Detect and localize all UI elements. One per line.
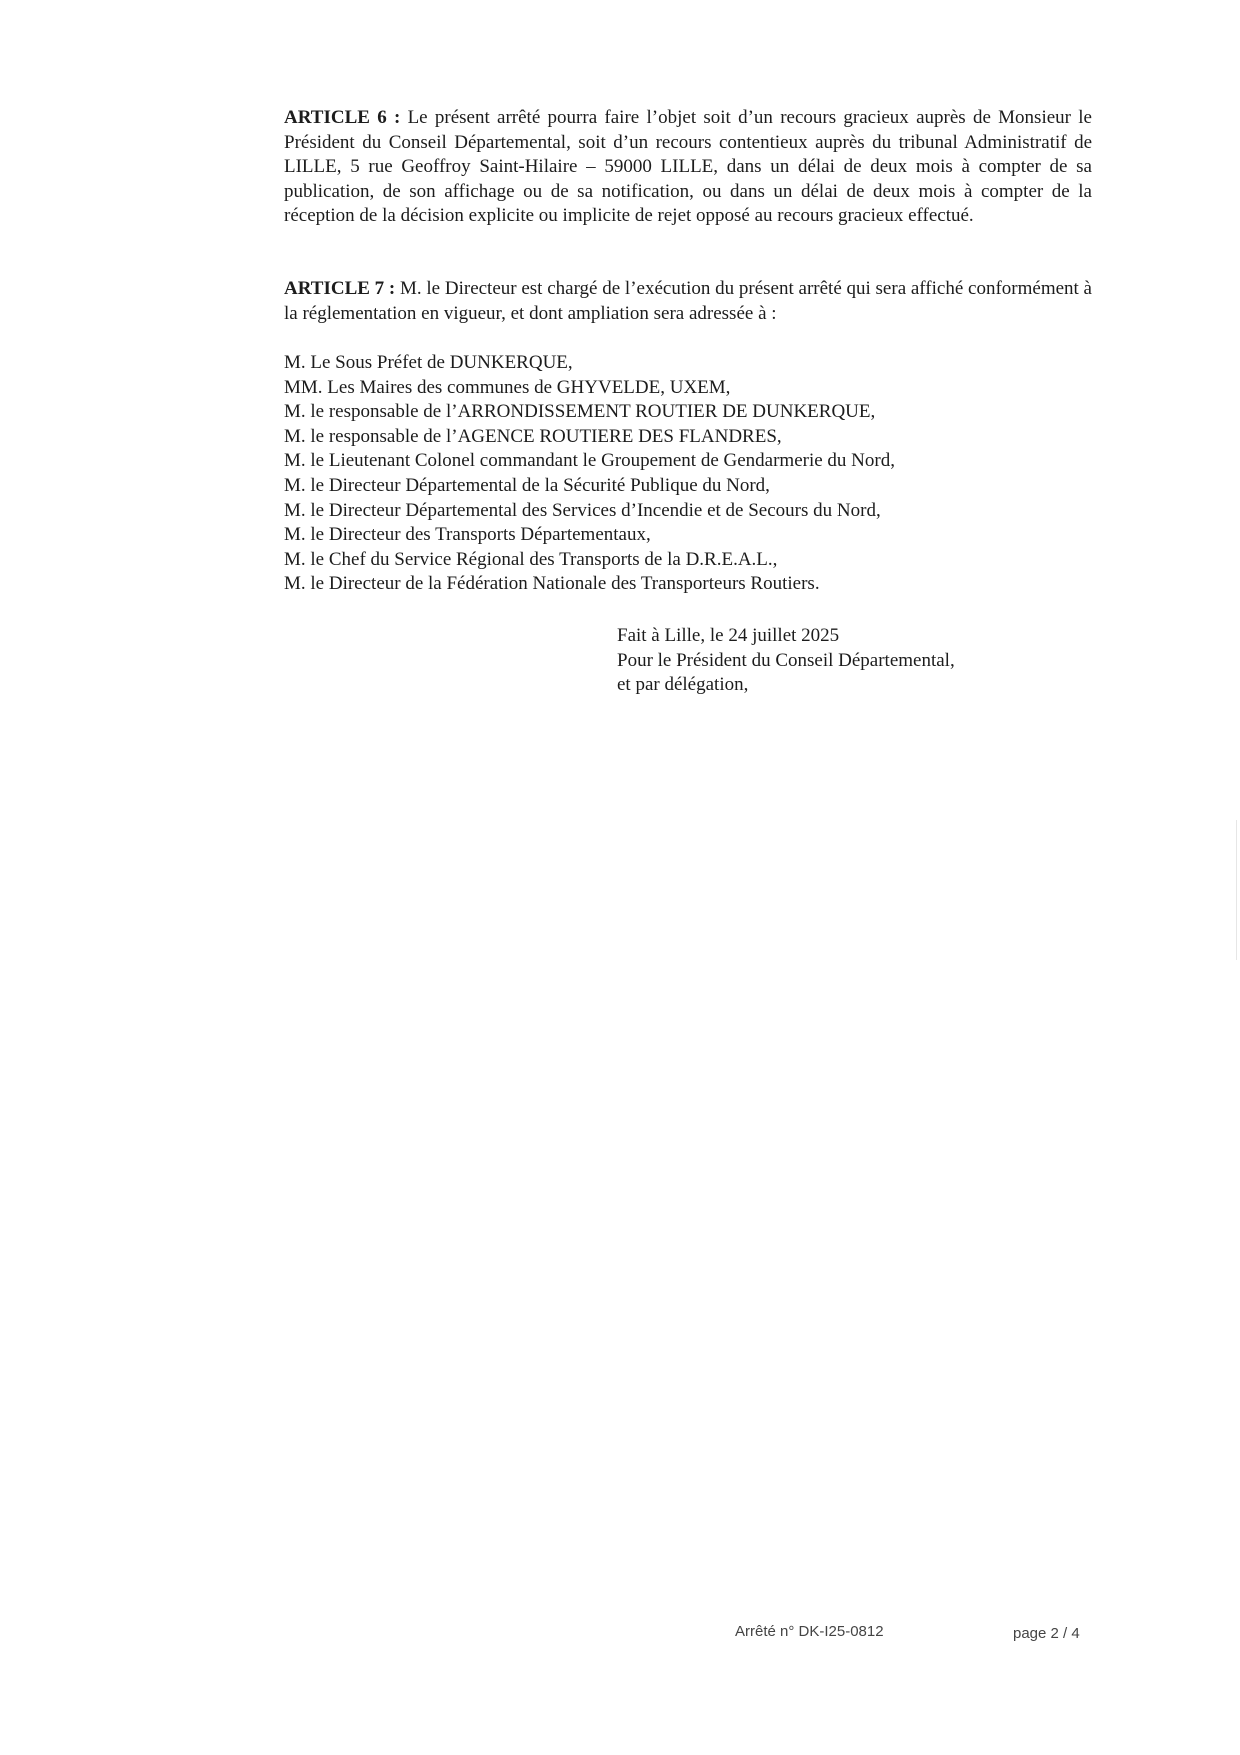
recipient-item: MM. Les Maires des communes de GHYVELDE, UXEM,	[284, 376, 731, 398]
article-6-text: Le présent arrêté pourra faire l’objet soit d’un recours gracieux auprès de Monsieur le Président du Conseil Départemental, soit d’un recours contentieux auprès du tribunal Administratif de LILLE, 5 rue Geoffroy Saint-Hilaire – 59000 LILLE, dans un délai de deux mois à compter de sa publication, de son affichage ou de sa notification, ou dans un délai de deux mois à compter de la réception de la décision explicite ou implicite de rejet opposé au recours gracieux effectué.	[284, 107, 1092, 226]
article-7-label: ARTICLE 7 :	[284, 278, 396, 299]
footer-page-number: page 2 / 4	[1013, 1625, 1080, 1642]
scan-edge-mark	[1236, 820, 1237, 960]
article-7	[284, 277, 1092, 326]
recipient-item: M. le Directeur Départemental des Services d’Incendie et de Secours du Nord,	[284, 499, 881, 521]
recipient-item: M. le Chef du Service Régional des Transports de la D.R.E.A.L.,	[284, 548, 778, 570]
article-6	[284, 106, 1092, 229]
signature-place-date: Fait à Lille, le 24 juillet 2025	[617, 625, 840, 646]
recipient-item: M. le Directeur de la Fédération Nationale des Transporteurs Routiers.	[284, 573, 820, 595]
recipient-item: M. le responsable de l’AGENCE ROUTIERE DES FLANDRES,	[284, 425, 782, 447]
recipient-item: M. le responsable de l’ARRONDISSEMENT ROUTIER DE DUNKERQUE,	[284, 401, 876, 423]
signature-line-2: Pour le Président du Conseil Départemental,	[617, 649, 955, 671]
recipient-item: M. le Directeur des Transports Départementaux,	[284, 524, 651, 546]
footer-reference: Arrêté n° DK-I25-0812	[735, 1623, 884, 1640]
recipient-item: M. le Lieutenant Colonel commandant le Groupement de Gendarmerie du Nord,	[284, 450, 895, 472]
recipient-item: M. le Directeur Départemental de la Sécurité Publique du Nord,	[284, 474, 770, 496]
article-6-label: ARTICLE 6 :	[284, 107, 401, 128]
recipient-item: M. Le Sous Préfet de DUNKERQUE,	[284, 352, 573, 373]
signature-block	[617, 624, 955, 698]
signature-line-3: et par délégation,	[617, 674, 749, 695]
recipient-list	[284, 351, 895, 597]
article-7-text: M. le Directeur est chargé de l’exécution du présent arrêté qui sera affiché conformément à la réglementation en vigueur, et dont ampliation sera adressée à :	[284, 278, 1092, 324]
